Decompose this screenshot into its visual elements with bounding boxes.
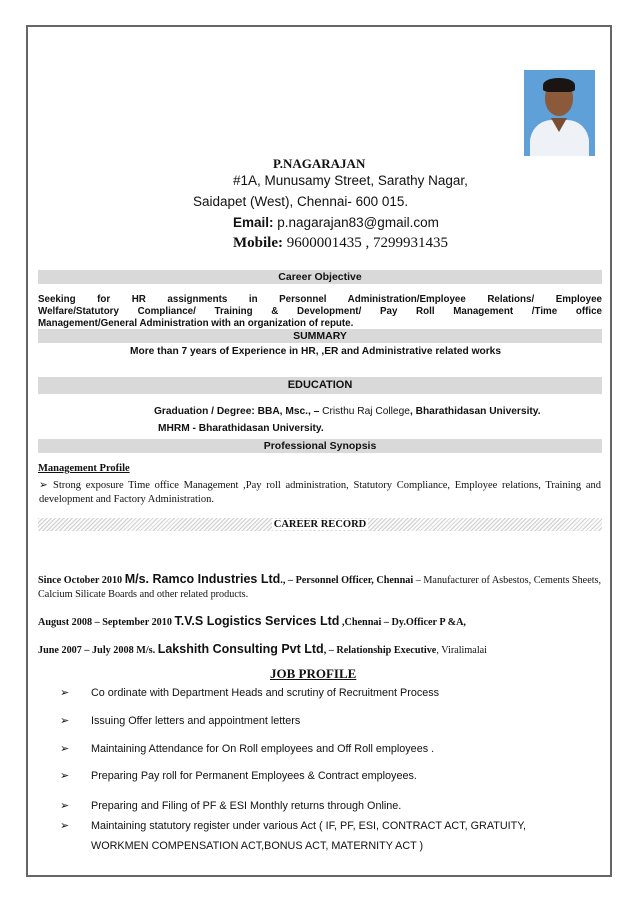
education-heading: EDUCATION xyxy=(38,377,602,394)
job-profile-heading: JOB PROFILE xyxy=(270,666,357,681)
entry-company: Lakshith Consulting Pvt Ltd xyxy=(157,642,324,656)
summary-text: More than 7 years of Experience in HR, ,ER and Administrative related works xyxy=(130,346,502,357)
career-record-heading xyxy=(38,518,602,531)
management-profile-body: Strong exposure Time office Management ,Pay roll administration, Statutory Compliance, Employee relations, Training and development and Factory Administration. xyxy=(39,480,601,505)
career-record-title: CAREER RECORD xyxy=(273,519,367,530)
job-profile-item: Preparing and Filing of PF & ESI Monthly returns through Online. xyxy=(91,800,402,812)
mobile-label: Mobile: xyxy=(233,235,283,251)
objective-line-3: Management/General Administration with an organization of repute. xyxy=(38,318,354,329)
arrow-bullet-icon: ➢ xyxy=(39,480,48,491)
job-profile-item: WORKMEN COMPENSATION ACT,BONUS ACT, MATERNITY ACT ) xyxy=(91,840,424,852)
address-line-2: Saidapet (West), Chennai- 600 015. xyxy=(193,194,409,209)
graduation-label: Graduation / Degree: xyxy=(154,406,255,417)
professional-synopsis-heading: Professional Synopsis xyxy=(38,439,602,453)
management-profile-heading: Management Profile xyxy=(38,463,130,474)
entry-detail: , Viralimalai xyxy=(436,645,488,656)
graduation-degree: BBA, Msc., – xyxy=(257,406,320,417)
candidate-name: P.NAGARAJAN xyxy=(273,156,366,171)
entry-role: ,Chennai – Dy.Officer P &A, xyxy=(339,617,466,628)
address-line-1: #1A, Munusamy Street, Sarathy Nagar, xyxy=(233,173,468,188)
entry-period: August 2008 – September 2010 xyxy=(38,617,172,628)
profile-photo xyxy=(524,70,595,156)
email-address[interactable]: p.nagarajan83@gmail.com xyxy=(277,215,439,230)
entry-role: , – Relationship Executive xyxy=(323,645,437,656)
job-profile-item: Preparing Pay roll for Permanent Employees & Contract employees. xyxy=(91,770,417,782)
entry-detail: – Manufacturer of Asbestos, Cements Sheets, Calcium Silicate Boards and other related products. xyxy=(38,575,602,600)
mobile-line xyxy=(233,235,448,252)
job-profile-item: Issuing Offer letters and appointment letters xyxy=(91,715,301,727)
summary-heading: SUMMARY xyxy=(38,329,602,343)
entry-period: Since October 2010 xyxy=(38,575,123,586)
job-profile-item: Co ordinate with Department Heads and scrutiny of Recruitment Process xyxy=(91,687,440,699)
objective-line-2: Welfare/Statutory Compliance/ Training & Development/ Pay Roll Management /Time office xyxy=(38,306,602,317)
mobile-numbers: 9600001435 , 7299931435 xyxy=(286,235,448,251)
arrow-bullet-icon: ➢ xyxy=(60,820,70,832)
objective-line-1: Seeking for HR assignments in Personnel Administration/Employee Relations/ Employee xyxy=(38,294,602,305)
career-entry xyxy=(38,614,602,630)
job-profile-item: Maintaining Attendance for On Roll employees and Off Roll employees . xyxy=(91,743,435,755)
entry-role: ., – Personnel Officer, Chennai xyxy=(280,575,414,586)
entry-company: M/s. Ramco Industries Ltd xyxy=(124,572,281,586)
arrow-bullet-icon: ➢ xyxy=(60,770,70,782)
entry-period: June 2007 – July 2008 M/s. xyxy=(38,645,156,656)
email-line xyxy=(233,215,439,230)
management-profile-text xyxy=(39,479,601,507)
graduation-college: Cristhu Raj College xyxy=(322,406,410,417)
arrow-bullet-icon: ➢ xyxy=(60,715,70,727)
arrow-bullet-icon: ➢ xyxy=(60,800,70,812)
email-label: Email: xyxy=(233,215,274,230)
career-objective-text xyxy=(38,294,602,330)
graduation-university: , Bharathidasan University. xyxy=(409,406,541,417)
career-objective-heading: Career Objective xyxy=(38,270,602,284)
entry-company: T.V.S Logistics Services Ltd xyxy=(174,614,340,628)
job-profile-item: Maintaining statutory register under various Act ( IF, PF, ESI, CONTRACT ACT, GRATUITY, xyxy=(91,820,527,832)
mhrm-line: MHRM - Bharathidasan University. xyxy=(158,423,324,434)
arrow-bullet-icon: ➢ xyxy=(60,743,70,755)
arrow-bullet-icon: ➢ xyxy=(60,687,70,699)
career-entry xyxy=(38,572,602,602)
career-entry xyxy=(38,642,602,658)
graduation-line xyxy=(154,406,541,417)
